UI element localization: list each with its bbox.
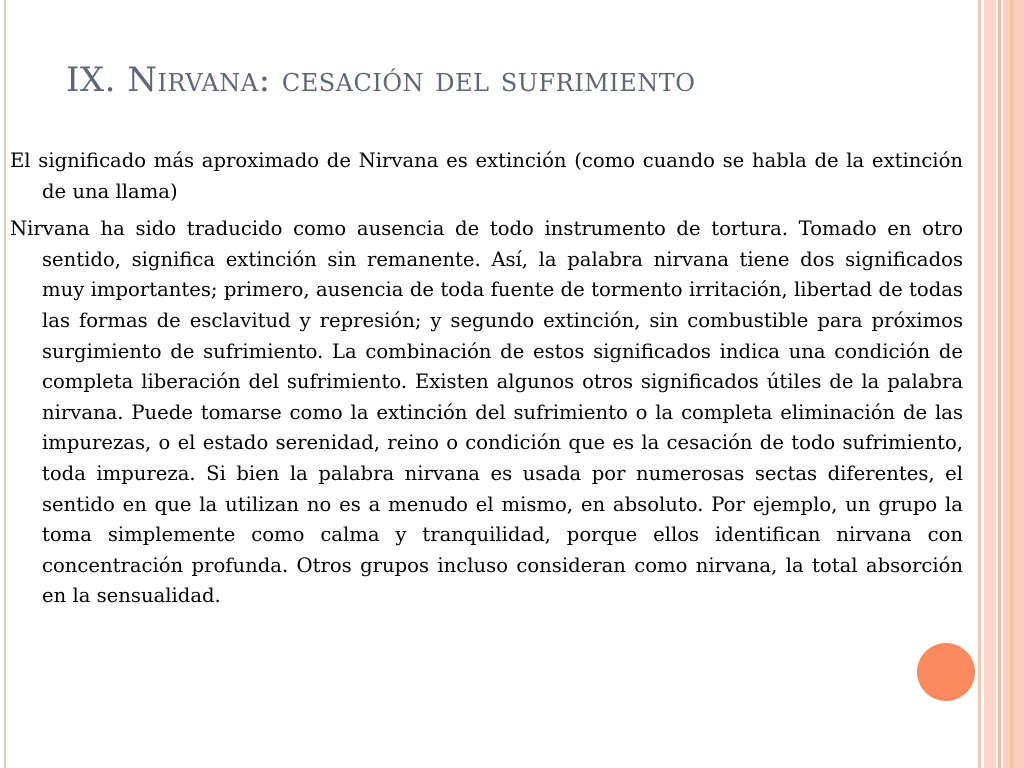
- right-decorative-stripe: [998, 0, 1001, 768]
- slide-title: IX. Nirvana: cesación del sufrimiento: [66, 60, 696, 100]
- right-decorative-stripe: [1010, 0, 1013, 768]
- right-decorative-stripe: [984, 0, 996, 768]
- bullet-paragraph-1: El significado más aproximado de Nirvana es extinción (como cuando se habla de la extinción de una llama): [10, 149, 963, 203]
- left-border-rule: [4, 0, 6, 768]
- bullet-paragraph-2: Nirvana ha sido traducido como ausencia de todo instrumento de tortura. Tomado en otro sentido, significa extinción sin remanente. Así, la palabra nirvana tiene dos significados muy importantes; primero, ausencia de toda fuente de tormento irritación, libertad de todas las formas de esclavitud y represión; y segundo extinción, sin combustible para próximos surgimiento de sufrimiento. La combinación de estos significados indica una condición de completa liberación del sufrimiento. Existen algunos otros significados útiles de la palabra nirvana. Puede tomarse como la extinción del sufrimiento o la completa eliminación de las impurezas, o el estado serenidad, reino o condición que es la cesación de todo sufrimiento, toda impureza. Si bien la palabra nirvana es usada por numerosas sectas diferentes, el sentido en que la utilizan no es a menudo el mismo, en absoluto. Por ejemplo, un grupo la toma simplemente como calma y tranquilidad, porque ellos identifican nirvana con concentración profunda. Otros grupos incluso consideran como nirvana, la total absorción en la sensualidad.: [10, 217, 963, 608]
- right-decorative-stripe: [978, 0, 981, 768]
- slide-body: [10, 146, 963, 619]
- right-decorative-stripe: [1003, 0, 1024, 768]
- decorative-circle: [917, 643, 975, 701]
